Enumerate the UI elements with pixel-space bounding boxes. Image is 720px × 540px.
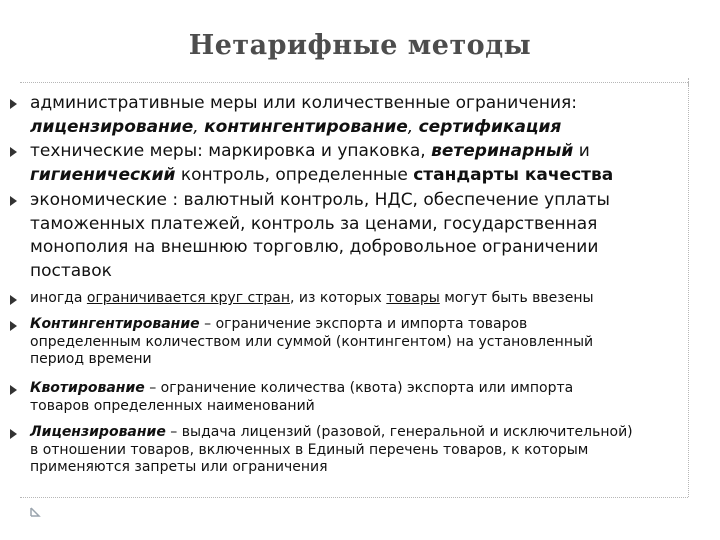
text-run: технические меры: маркировка и упаковка, — [30, 141, 432, 161]
bullet-line: в отношении товаров, включенных в Единый перечень товаров, к которым — [30, 441, 589, 458]
text-run: , — [407, 116, 419, 137]
text-run: ограничивается круг стран — [86, 290, 290, 306]
bullet-line: поставок — [30, 260, 112, 281]
text-run: , — [193, 116, 205, 137]
text-run: могут быть ввезены — [439, 290, 594, 306]
bullet-line: экономические : валютный контроль, НДС, обеспечение уплаты — [30, 190, 610, 210]
text-run: Лицензирование — [30, 424, 166, 440]
text-run: стандарты качества — [413, 164, 614, 185]
text-run: контингентирование — [204, 116, 408, 137]
slide-title: Нетарифные методы — [188, 30, 532, 61]
triangle-bullet-icon — [10, 147, 17, 157]
bullet-line — [30, 116, 561, 140]
bullet-line: монополия на внешнюю торговлю, добровольное ограничении — [30, 237, 599, 257]
triangle-bullet-icon — [10, 429, 17, 439]
bullet-line — [30, 164, 613, 188]
bullet-line — [30, 290, 594, 308]
text-run: гигиенический — [30, 164, 176, 185]
triangle-bullet-icon — [10, 385, 17, 395]
triangle-bullet-icon — [10, 295, 17, 305]
triangle-bullet-icon — [10, 321, 17, 331]
bullet-line — [30, 92, 577, 116]
text-run: – выдача лицензий (разовой, генеральной и исключительной) — [165, 424, 633, 440]
bullet-line — [30, 140, 590, 164]
text-run: – ограничение экспорта и импорта товаров — [199, 316, 528, 332]
text-run: административные меры или количественные ограничения: — [30, 93, 577, 113]
text-run: контроль, определенные — [175, 164, 414, 185]
bullet-line: определенным количеством или суммой (контингентом) на установленный — [30, 333, 594, 350]
bullet-line: товаров определенных наименований — [30, 397, 315, 414]
corner-arrow-icon — [29, 506, 41, 518]
text-run: сертификация — [418, 116, 562, 137]
bullet-line: период времени — [30, 351, 152, 367]
text-run: и — [573, 141, 590, 161]
triangle-bullet-icon — [10, 99, 17, 109]
bullet-line — [30, 424, 633, 442]
text-run: , из которых — [289, 290, 387, 306]
text-run: Квотирование — [30, 380, 145, 396]
bullet-line — [30, 316, 527, 334]
text-run: – ограничение количества (квота) экспорта или импорта — [144, 380, 574, 396]
bullet-line: таможенных платежей, контроль за ценами, государственная — [30, 213, 598, 234]
triangle-bullet-icon — [10, 196, 17, 206]
text-run: товары — [386, 290, 440, 306]
text-run: Контингентирование — [30, 316, 200, 332]
text-run: лицензирование — [30, 116, 194, 137]
bullet-line: применяются запреты или ограничения — [30, 459, 328, 475]
bullet-line — [30, 380, 573, 398]
top-divider — [20, 82, 688, 83]
right-divider — [688, 82, 689, 497]
text-run: иногда — [30, 290, 87, 306]
bottom-divider — [20, 497, 688, 498]
text-run: ветеринарный — [431, 141, 574, 161]
